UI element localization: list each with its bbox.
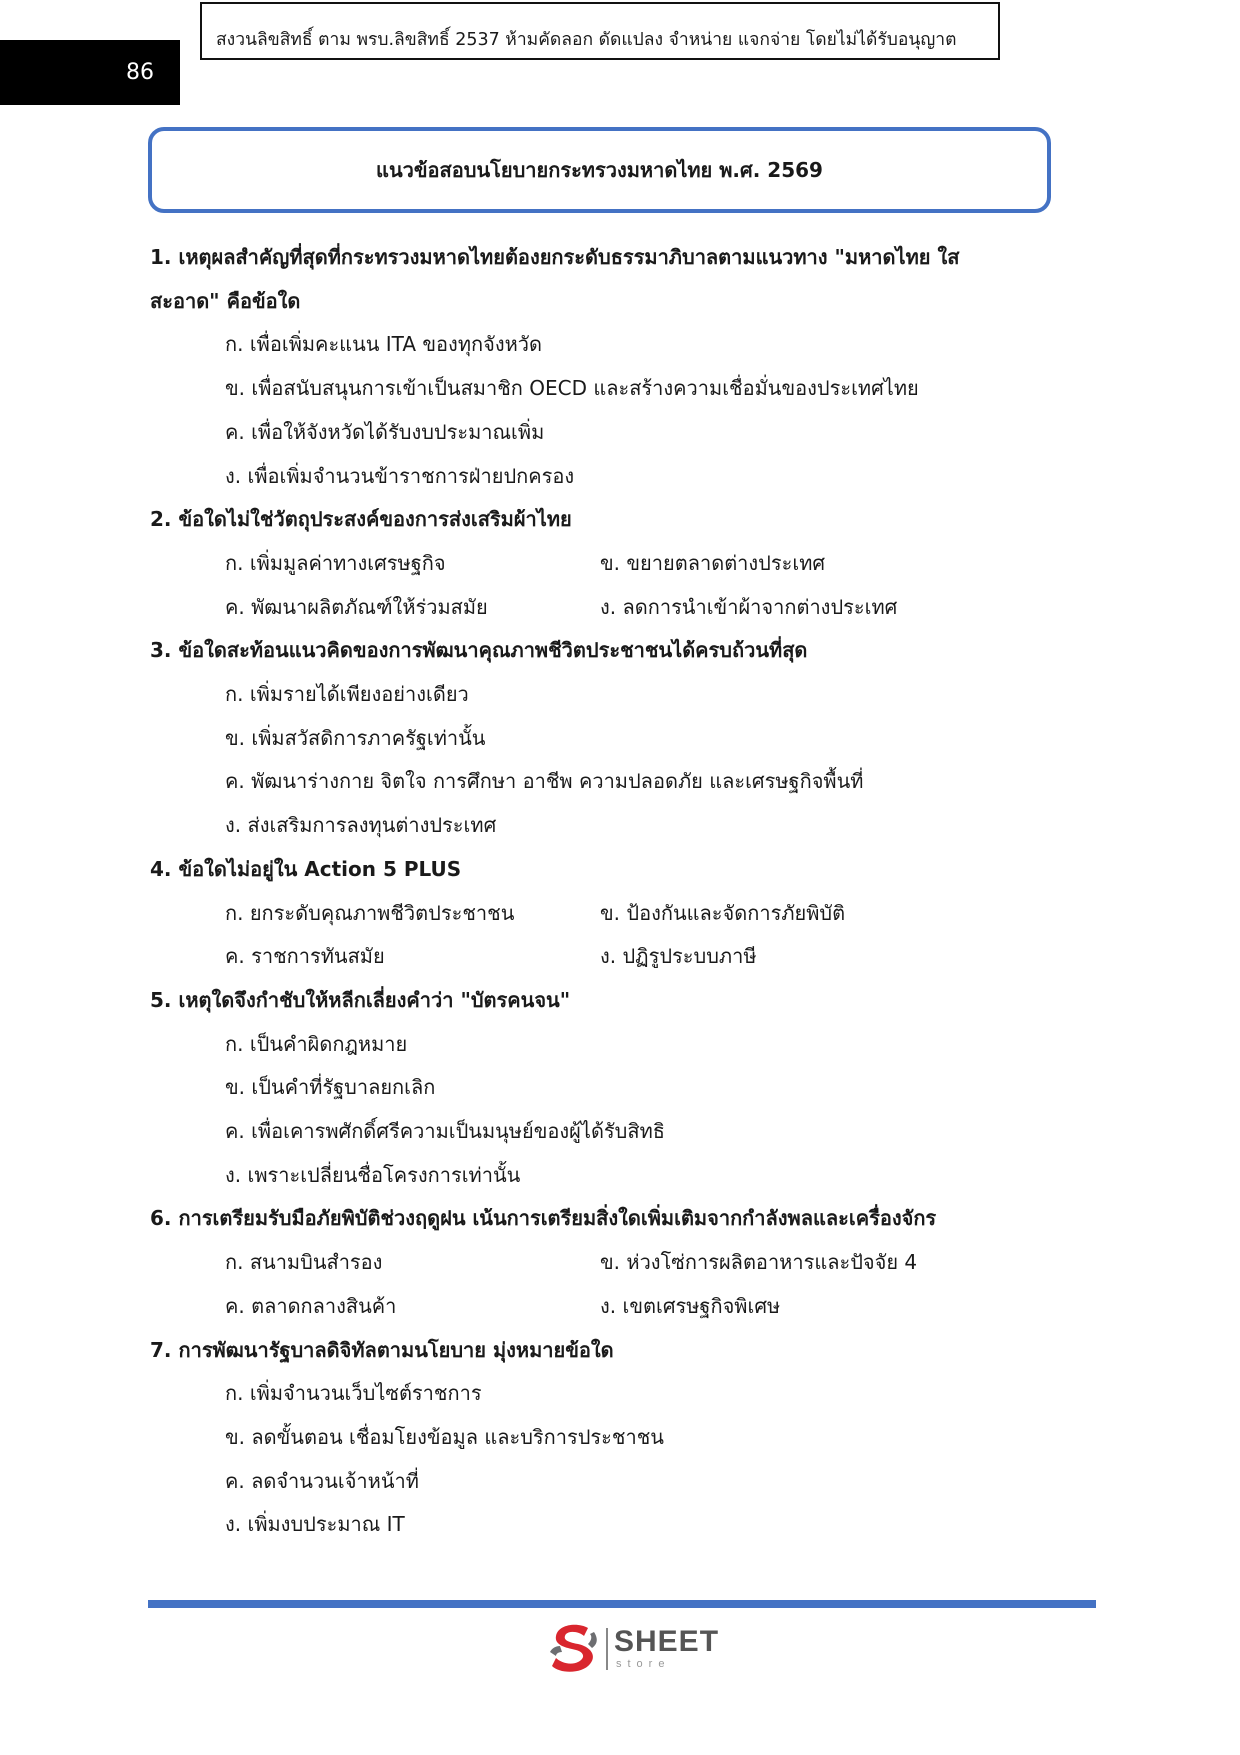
question-2-option-d: ง. ลดการนำเข้าผ้าจากต่างประเทศ [600,594,898,619]
logo-text-main: SHEET [614,1625,720,1658]
page-number-tab [0,40,180,105]
question-5-option-b: ข. เป็นคำที่รัฐบาลยกเลิก [225,1075,436,1100]
question-7-option-b: ข. ลดขั้นตอน เชื่อมโยงข้อมูล และบริการประชาชน [225,1424,664,1449]
copyright-notice [200,2,1000,60]
question-4-text: 4. ข้อใดไม่อยู่ใน Action 5 PLUS [150,856,462,881]
page-title-box [148,127,1051,213]
question-2-text: 2. ข้อใดไม่ใช่วัตถุประสงค์ของการส่งเสริมผ้าไทย [150,507,572,532]
question-6-option-d: ง. เขตเศรษฐกิจพิเศษ [600,1293,781,1318]
question-3-option-a: ก. เพิ่มรายได้เพียงอย่างเดียว [225,682,469,707]
question-2 [150,498,1010,629]
logo-divider [606,1628,608,1670]
question-4-option-a: ก. ยกระดับคุณภาพชีวิตประชาชน [225,900,515,925]
page-title: แนวข้อสอบนโยบายกระทรวงมหาดไทย พ.ศ. 2569 [376,158,823,182]
question-6-option-a: ก. สนามบินสำรอง [225,1250,383,1275]
question-6 [150,1197,1010,1328]
question-1-text-line-2: สะอาด" คือข้อใด [150,288,301,313]
page-number: 86 [126,60,154,85]
question-1-option-c: ค. เพื่อให้จังหวัดได้รับงบประมาณเพิ่ม [225,419,545,444]
question-3-option-b: ข. เพิ่มสวัสดิการภาครัฐเท่านั้น [225,725,486,750]
question-4-option-c: ค. ราชการทันสมัย [225,944,385,969]
question-2-option-a: ก. เพิ่มมูลค่าทางเศรษฐกิจ [225,550,446,575]
question-3-option-d: ง. ส่งเสริมการลงทุนต่างประเทศ [225,813,497,838]
question-7-option-c: ค. ลดจำนวนเจ้าหน้าที่ [225,1468,419,1493]
question-list [150,236,1010,1547]
question-4 [150,848,1010,979]
footer-divider [148,1600,1096,1608]
copyright-text: สงวนลิขสิทธิ์ ตาม พรบ.ลิขสิทธิ์ 2537 ห้ามคัดลอก ดัดแปลง จำหน่าย แจกจ่าย โดยไม่ได้รับอนุญาต [216,30,957,50]
question-4-option-d: ง. ปฏิรูประบบภาษี [600,944,757,969]
question-1-option-d: ง. เพื่อเพิ่มจำนวนข้าราชการฝ่ายปกครอง [225,463,575,488]
question-5-option-a: ก. เป็นคำผิดกฎหมาย [225,1031,408,1056]
sheet-store-s-icon [548,1622,602,1674]
question-6-option-c: ค. ตลาดกลางสินค้า [225,1293,397,1318]
question-6-option-b: ข. ห่วงโซ่การผลิตอาหารและปัจจัย 4 [600,1250,918,1275]
question-5-text: 5. เหตุใดจึงกำชับให้หลีกเลี่ยงคำว่า "บัตรคนจน" [150,987,571,1012]
question-4-option-b: ข. ป้องกันและจัดการภัยพิบัติ [600,900,846,925]
question-7-option-d: ง. เพิ่มงบประมาณ IT [225,1512,405,1537]
question-3-text: 3. ข้อใดสะท้อนแนวคิดของการพัฒนาคุณภาพชีวิตประชาชนได้ครบถ้วนที่สุด [150,638,808,663]
question-7 [150,1329,1010,1548]
question-1 [150,236,1010,498]
question-5 [150,979,1010,1198]
sheet-store-logo [548,1622,718,1674]
question-7-option-a: ก. เพิ่มจำนวนเว็บไซต์ราชการ [225,1381,482,1406]
question-2-option-b: ข. ขยายตลาดต่างประเทศ [600,550,826,575]
question-6-text: 6. การเตรียมรับมือภัยพิบัติช่วงฤดูฝน เน้นการเตรียมสิ่งใดเพิ่มเติมจากกำลังพลและเครื่องจักร [150,1206,937,1231]
question-1-option-b: ข. เพื่อสนับสนุนการเข้าเป็นสมาชิก OECD และสร้างความเชื่อมั่นของประเทศไทย [225,376,919,401]
question-5-option-d: ง. เพราะเปลี่ยนชื่อโครงการเท่านั้น [225,1162,521,1187]
question-1-option-a: ก. เพื่อเพิ่มคะแนน ITA ของทุกจังหวัด [225,332,543,357]
question-5-option-c: ค. เพื่อเคารพศักดิ์ศรีความเป็นมนุษย์ของผู้ได้รับสิทธิ [225,1119,665,1144]
question-3-option-c: ค. พัฒนาร่างกาย จิตใจ การศึกษา อาชีพ ความปลอดภัย และเศรษฐกิจพื้นที่ [225,769,864,794]
question-1-text-line-1: 1. เหตุผลสำคัญที่สุดที่กระทรวงมหาดไทยต้องยกระดับธรรมาภิบาลตามแนวทาง "มหาดไทย ใส [150,245,960,269]
question-2-option-c: ค. พัฒนาผลิตภัณฑ์ให้ร่วมสมัย [225,594,488,619]
question-7-text: 7. การพัฒนารัฐบาลดิจิทัลตามนโยบาย มุ่งหมายข้อใด [150,1337,614,1362]
logo-text-sub: store [616,1658,671,1670]
question-3 [150,629,1010,848]
